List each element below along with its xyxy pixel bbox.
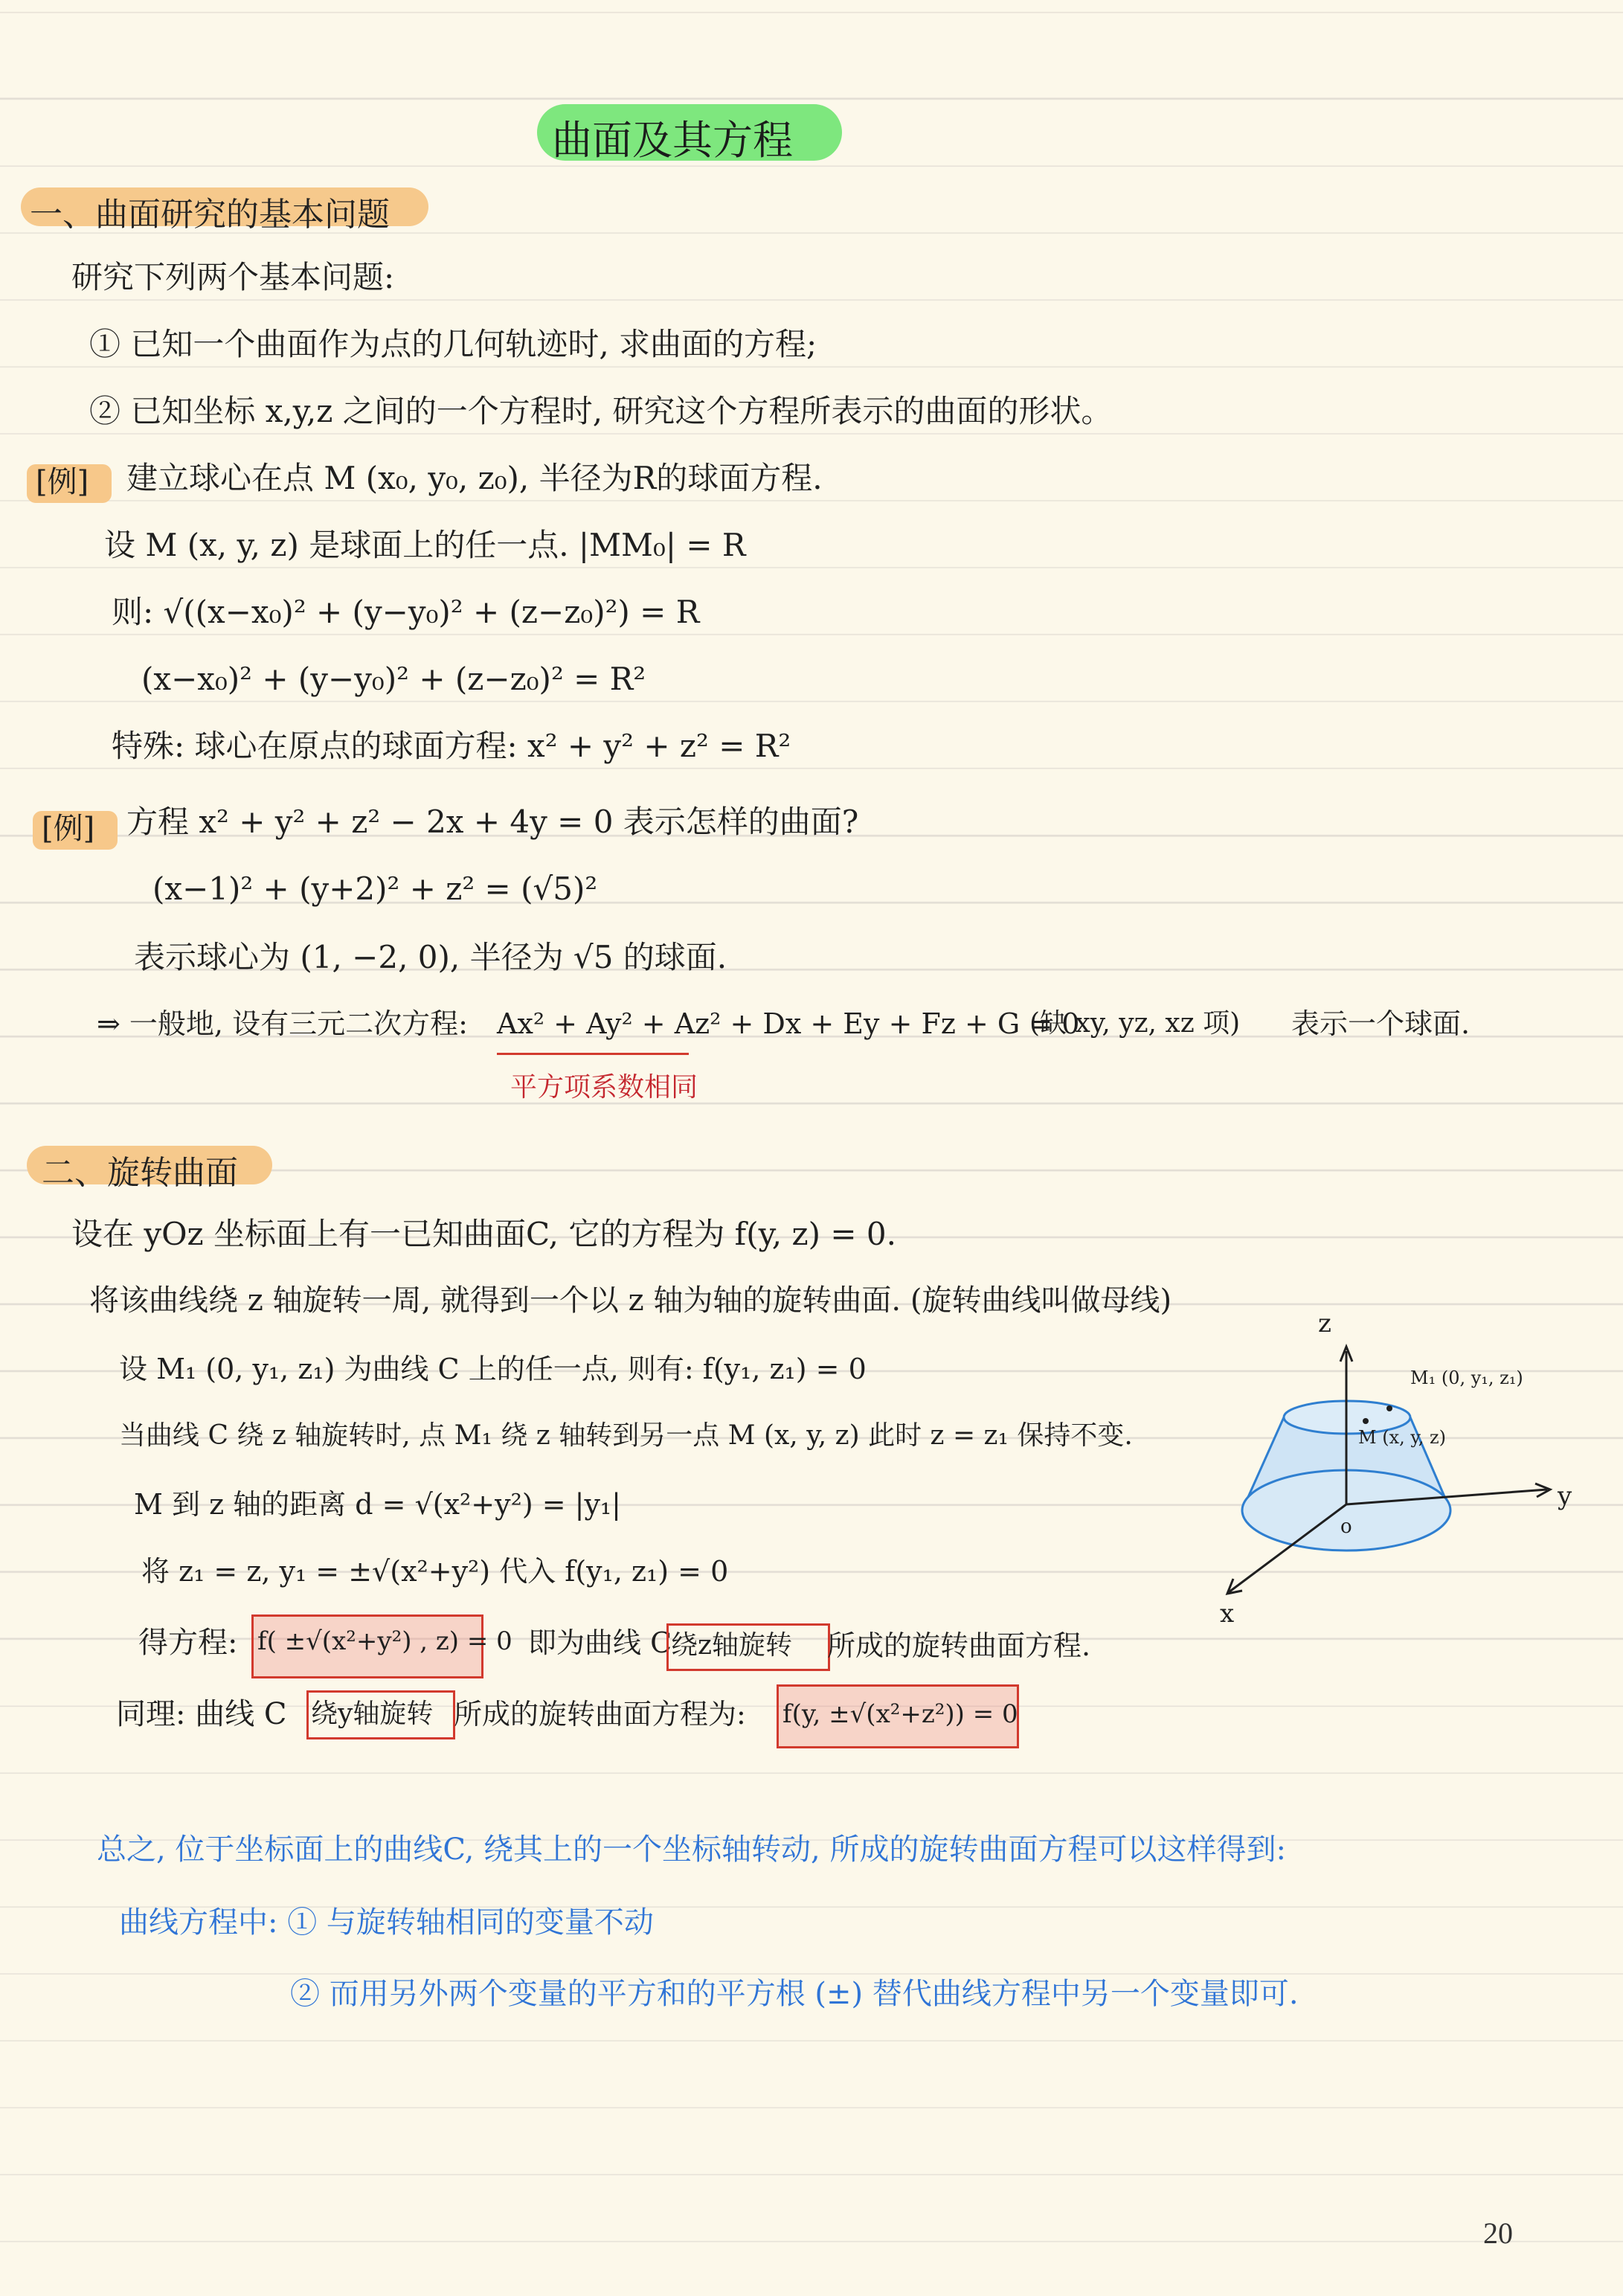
z-axis-label: z	[1318, 1309, 1331, 1338]
example1-tag: [例]	[36, 465, 89, 499]
section2-line2: 将该曲线绕 z 轴旋转一周, 就得到一个以 z 轴为轴的旋转曲面. (旋转曲线叫做母线)	[89, 1283, 1172, 1318]
point-m1	[1386, 1405, 1392, 1411]
section1-heading: 一、曲面研究的基本问题	[30, 196, 390, 234]
example1-special: 特殊: 球心在原点的球面方程: x² + y² + z² = R²	[112, 728, 791, 764]
summary-line1: 总之, 位于坐标面上的曲线C, 绕其上的一个坐标轴转动, 所成的旋转曲面方程可以这样得到:	[97, 1832, 1286, 1867]
result-mid-a: 即为曲线 C	[528, 1626, 672, 1659]
page-title: 曲面及其方程	[552, 117, 793, 164]
result-mid-b: 所成的旋转曲面方程.	[827, 1629, 1091, 1662]
equal-coefficients-note: 平方项系数相同	[510, 1072, 698, 1103]
section2-line5: M 到 z 轴的距离 d = √(x²+y²) = |y₁|	[134, 1488, 621, 1521]
y-axis-label: y	[1558, 1481, 1572, 1511]
example1-problem: 建立球心在点 M (x₀, y₀, z₀), 半径为R的球面方程.	[126, 460, 823, 496]
section2-heading: 二、旋转曲面	[42, 1154, 238, 1192]
same-suffix: 所成的旋转曲面方程为:	[454, 1698, 746, 1731]
example1-line2: 则: √((x−x₀)² + (y−y₀)² + (z−z₀)²) = R	[112, 594, 700, 630]
summary-line3: ② 而用另外两个变量的平方和的平方根 (±) 替代曲线方程中另一个变量即可.	[290, 1977, 1299, 2011]
section2-line6: 将 z₁ = z, y₁ = ±√(x²+y²) 代入 f(y₁, z₁) = 0	[141, 1555, 729, 1588]
result-equation: f( ±√(x²+y²) , z) = 0	[257, 1626, 512, 1656]
example2-line1: (x−1)² + (y+2)² + z² = (√5)²	[152, 870, 598, 907]
origin-label: o	[1340, 1516, 1352, 1538]
result-label: 得方程:	[138, 1626, 238, 1660]
section2-line4: 当曲线 C 绕 z 轴旋转时, 点 M₁ 绕 z 轴转到另一点 M (x, y, z) 此时 z = z₁ 保持不变.	[119, 1420, 1133, 1451]
result-axis-text: 绕z轴旋转	[671, 1630, 792, 1661]
same-prefix: 同理: 曲线 C	[116, 1697, 287, 1731]
section1-q2: ② 已知坐标 x,y,z 之间的一个方程时, 研究这个方程所表示的曲面的形状。	[89, 393, 1113, 429]
general-equation: Ax² + Ay² + Az² + Dx + Ey + Fz + G = 0	[497, 1007, 1080, 1040]
example2-tag: [例]	[42, 812, 95, 846]
rotation-surface-figure	[1220, 1309, 1592, 1637]
page-number: 20	[1483, 2216, 1513, 2250]
m-point-label: M (x, y, z)	[1358, 1427, 1446, 1448]
section2-line3: 设 M₁ (0, y₁, z₁) 为曲线 C 上的任一点, 则有: f(y₁, z₁) = 0	[119, 1353, 867, 1385]
general-note: (缺 xy, yz, xz 项)	[1029, 1008, 1241, 1039]
point-m	[1363, 1418, 1369, 1424]
general-prefix: ⇒ 一般地, 设有三元二次方程:	[97, 1007, 468, 1040]
section1-intro: 研究下列两个基本问题:	[71, 259, 395, 295]
same-equation: f(y, ±√(x²+z²)) = 0	[782, 1699, 1018, 1729]
example2-problem: 方程 x² + y² + z² − 2x + 4y = 0 表示怎样的曲面?	[126, 804, 859, 840]
example1-line1: 设 M (x, y, z) 是球面上的任一点. |MM₀| = R	[104, 527, 746, 563]
same-axis-text: 绕y轴旋转	[311, 1699, 434, 1729]
summary-line2: 曲线方程中: ① 与旋转轴相同的变量不动	[119, 1905, 654, 1940]
x-axis-label: x	[1220, 1599, 1235, 1629]
m1-point-label: M₁ (0, y₁, z₁)	[1410, 1367, 1523, 1388]
section1-q1: ① 已知一个曲面作为点的几何轨迹时, 求曲面的方程;	[89, 326, 817, 362]
example2-line2: 表示球心为 (1, −2, 0), 半径为 √5 的球面.	[134, 939, 727, 975]
general-suffix: 表示一个球面.	[1291, 1007, 1471, 1040]
example1-line3: (x−x₀)² + (y−y₀)² + (z−z₀)² = R²	[141, 661, 646, 697]
equal-coefficients-underline	[497, 1053, 689, 1055]
section2-line1: 设在 yOz 坐标面上有一已知曲面C, 它的方程为 f(y, z) = 0.	[71, 1216, 896, 1252]
